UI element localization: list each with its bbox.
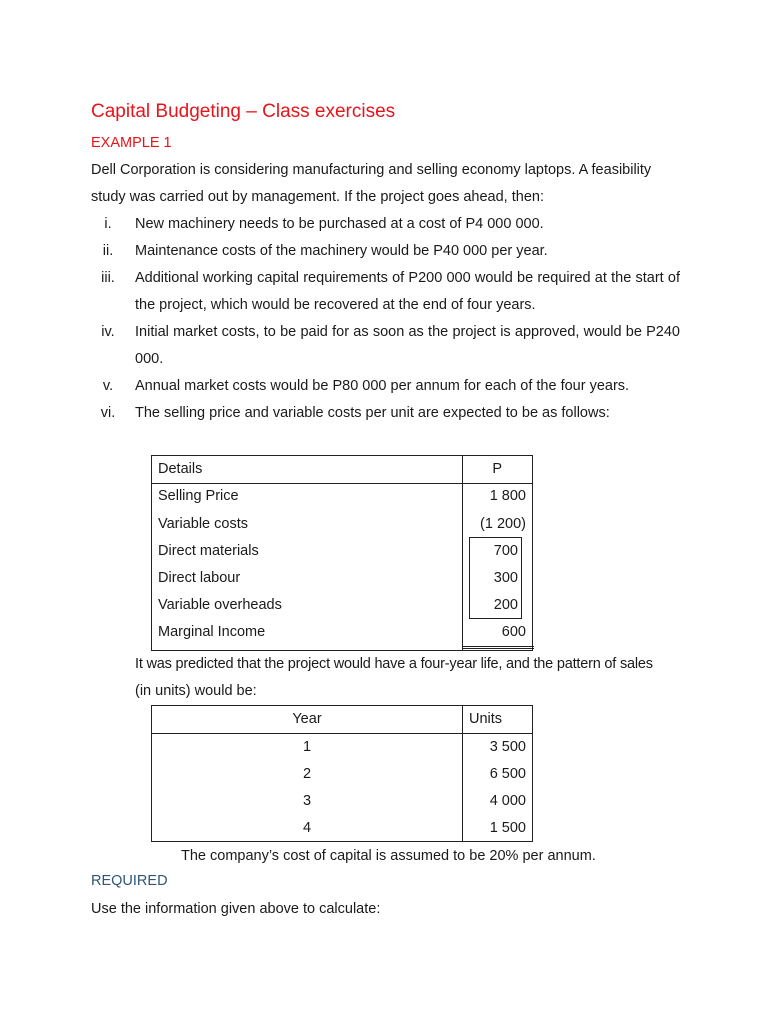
table-header-currency: P [492,461,502,477]
table-header-units: Units [469,711,503,727]
table-cell-year: 4 [302,820,312,836]
table-cell-value: 1 800 [489,488,526,504]
list-number: iii. [101,270,115,286]
list-item-text: New machinery needs to be purchased at a cost of P4 000 000. [135,216,544,232]
intro-line-2: study was carried out by management. If the project goes ahead, then: [91,189,544,205]
table-cell-units: 6 500 [489,766,526,782]
table-divider [152,733,532,734]
list-number: v. [102,378,114,394]
table-cell-label: Direct materials [158,543,259,559]
list-number: ii. [102,243,114,259]
table-cell-value: 300 [493,570,518,586]
table-divider [462,456,463,650]
sales-intro-line-2: (in units) would be: [135,683,257,699]
sales-intro-line-1: It was predicted that the project would have a four-year life, and the pattern of sales [135,656,653,672]
cost-table [151,455,533,651]
table-cell-year: 3 [302,793,312,809]
table-divider [462,706,463,841]
list-number: i. [104,216,112,232]
table-cell-value: (1 200) [480,516,526,532]
intro-line-1: Dell Corporation is considering manufacturing and selling economy laptops. A feasibility [91,162,652,178]
table-cell-units: 4 000 [489,793,526,809]
table-cell-year: 2 [302,766,312,782]
table-cell-label: Marginal Income [158,624,266,640]
cost-of-capital-note: The company’s cost of capital is assumed to be 20% per annum. [181,848,596,864]
double-underline [462,646,534,649]
table-header-year: Year [292,711,322,727]
table-cell-label: Variable overheads [158,597,282,613]
list-item-text: Initial market costs, to be paid for as soon as the project is approved, would be P240 000. [135,324,680,367]
list-number: vi. [100,405,116,421]
table-cell-label: Selling Price [158,488,239,504]
required-text: Use the information given above to calculate: [91,901,381,917]
list-item-text: Maintenance costs of the machinery would be P40 000 per year. [135,243,548,259]
list-item-text: Annual market costs would be P80 000 per annum for each of the four years. [135,378,630,394]
table-cell-value: 200 [493,597,518,613]
list-number: iv. [101,324,115,340]
table-cell-value: 600 [501,624,526,640]
page-title: Capital Budgeting – Class exercises [91,101,396,122]
table-cell-value: 700 [493,543,518,559]
example-label: EXAMPLE 1 [91,135,172,151]
list-item-text: The selling price and variable costs per unit are expected to be as follows: [135,405,610,421]
table-cell-label: Variable costs [158,516,248,532]
table-header-details: Details [158,461,203,477]
required-heading: REQUIRED [91,873,168,889]
table-cell-year: 1 [302,739,312,755]
table-cell-units: 1 500 [489,820,526,836]
sales-table [151,705,533,842]
table-divider [152,483,532,484]
table-cell-label: Direct labour [158,570,241,586]
table-cell-units: 3 500 [489,739,526,755]
list-item-text: Additional working capital requirements of P200 000 would be required at the start of the project, which would be recovered at the end of four years. [135,270,680,313]
